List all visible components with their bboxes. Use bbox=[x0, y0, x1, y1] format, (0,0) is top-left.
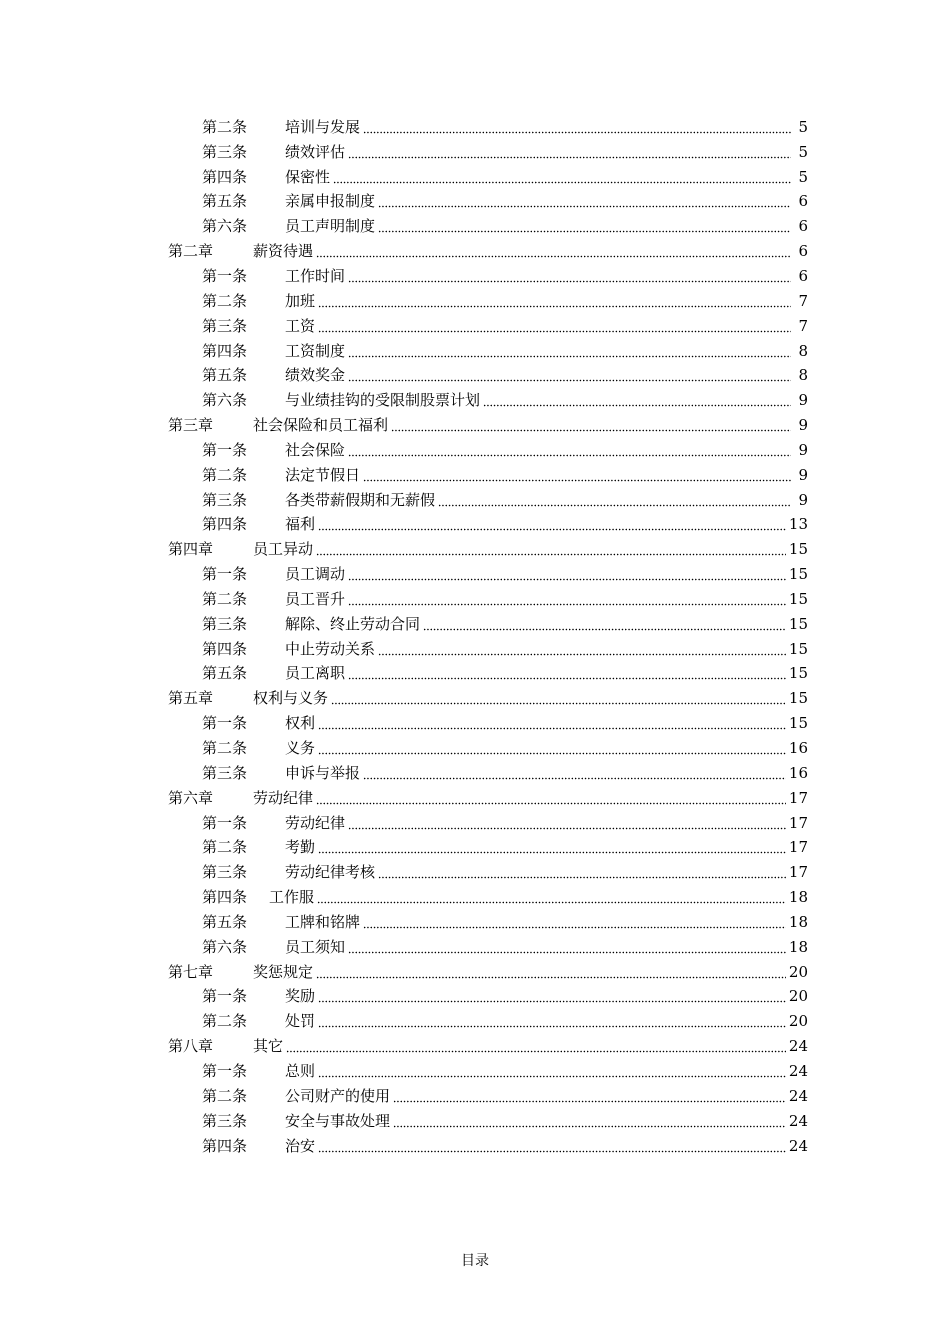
toc-entry-number: 第三条 bbox=[202, 863, 248, 882]
toc-article-row[interactable] bbox=[168, 363, 808, 388]
toc-entry-title: 员工声明制度 bbox=[285, 217, 376, 236]
toc-article-row[interactable] bbox=[168, 264, 808, 289]
toc-dot-leader bbox=[348, 156, 791, 159]
toc-article-row[interactable] bbox=[168, 612, 808, 637]
toc-entry-number: 第五条 bbox=[202, 366, 248, 385]
toc-entry-number: 第三条 bbox=[202, 1111, 248, 1130]
toc-page-number: 5 bbox=[798, 167, 808, 186]
toc-entry-number: 第四章 bbox=[168, 540, 214, 559]
toc-article-row[interactable] bbox=[168, 985, 808, 1010]
toc-page-number: 17 bbox=[788, 813, 808, 832]
toc-entry-title: 工牌和铭牌 bbox=[285, 912, 361, 931]
toc-entry-number: 第一条 bbox=[202, 440, 248, 459]
toc-entry-number: 第三条 bbox=[202, 614, 248, 633]
toc-dot-leader bbox=[348, 827, 786, 830]
toc-dot-leader bbox=[378, 230, 791, 233]
toc-dot-leader bbox=[483, 404, 791, 407]
toc-page-number: 20 bbox=[788, 987, 808, 1006]
toc-entry-number: 第二条 bbox=[202, 589, 248, 608]
toc-entry-number: 第三章 bbox=[168, 416, 214, 435]
toc-entry-number: 第六条 bbox=[202, 937, 248, 956]
toc-entry-number: 第四条 bbox=[202, 341, 248, 360]
toc-page-number: 7 bbox=[798, 316, 808, 335]
toc-chapter-row[interactable] bbox=[168, 960, 808, 985]
toc-article-row[interactable] bbox=[168, 140, 808, 165]
toc-entry-number: 第四条 bbox=[202, 167, 248, 186]
toc-entry-number: 第六条 bbox=[202, 391, 248, 410]
toc-entry-title: 奖励 bbox=[285, 987, 316, 1006]
toc-article-row[interactable] bbox=[168, 1109, 808, 1134]
toc-dot-leader bbox=[438, 504, 791, 507]
toc-page-number: 15 bbox=[788, 714, 808, 733]
toc-entry-number: 第一条 bbox=[202, 987, 248, 1006]
toc-article-row[interactable] bbox=[168, 711, 808, 736]
toc-entry-number: 第二条 bbox=[202, 117, 248, 136]
toc-article-row[interactable] bbox=[168, 860, 808, 885]
toc-article-row[interactable] bbox=[168, 587, 808, 612]
toc-dot-leader bbox=[318, 1150, 786, 1153]
toc-entry-title: 考勤 bbox=[285, 838, 316, 857]
toc-page-number: 15 bbox=[788, 664, 808, 683]
toc-entry-number: 第四条 bbox=[202, 1136, 248, 1155]
toc-page-number: 24 bbox=[788, 1111, 808, 1130]
table-of-contents bbox=[168, 115, 808, 1158]
toc-chapter-row[interactable] bbox=[168, 786, 808, 811]
toc-entry-title: 员工离职 bbox=[285, 664, 346, 683]
toc-dot-leader bbox=[318, 727, 786, 730]
toc-page-number: 20 bbox=[788, 1012, 808, 1031]
toc-dot-leader bbox=[318, 528, 786, 531]
toc-entry-title: 工资 bbox=[285, 316, 316, 335]
toc-entry-number: 第三条 bbox=[202, 316, 248, 335]
toc-entry-title: 绩效评估 bbox=[285, 142, 346, 161]
toc-chapter-row[interactable] bbox=[168, 537, 808, 562]
toc-entry-title: 劳动纪律 bbox=[285, 813, 346, 832]
toc-article-row[interactable] bbox=[168, 388, 808, 413]
toc-page-number: 24 bbox=[788, 1037, 808, 1056]
toc-page-number: 18 bbox=[788, 912, 808, 931]
toc-entry-title: 安全与事故处理 bbox=[285, 1111, 391, 1130]
toc-entry-title: 其它 bbox=[253, 1037, 284, 1056]
toc-page-number: 18 bbox=[788, 937, 808, 956]
toc-dot-leader bbox=[348, 578, 786, 581]
toc-page-number: 5 bbox=[798, 142, 808, 161]
toc-entry-number: 第二条 bbox=[202, 739, 248, 758]
toc-entry-number: 第六条 bbox=[202, 217, 248, 236]
toc-entry-title: 薪资待遇 bbox=[253, 242, 314, 261]
toc-dot-leader bbox=[318, 1000, 786, 1003]
toc-entry-title: 员工须知 bbox=[285, 937, 346, 956]
toc-article-row[interactable] bbox=[168, 1134, 808, 1159]
toc-entry-title: 员工晋升 bbox=[285, 589, 346, 608]
toc-article-row[interactable] bbox=[168, 314, 808, 339]
toc-page-number: 9 bbox=[798, 416, 808, 435]
toc-article-row[interactable] bbox=[168, 339, 808, 364]
toc-entry-title: 保密性 bbox=[285, 167, 331, 186]
toc-page-number: 8 bbox=[798, 366, 808, 385]
toc-page-number: 15 bbox=[788, 614, 808, 633]
toc-entry-number: 第一条 bbox=[202, 565, 248, 584]
toc-article-row[interactable] bbox=[168, 761, 808, 786]
toc-entry-title: 工作服 bbox=[269, 888, 315, 907]
toc-entry-title: 福利 bbox=[285, 515, 316, 534]
toc-entry-title: 奖惩规定 bbox=[253, 962, 314, 981]
toc-entry-title: 亲属申报制度 bbox=[285, 192, 376, 211]
toc-page-number: 8 bbox=[798, 341, 808, 360]
toc-chapter-row[interactable] bbox=[168, 413, 808, 438]
toc-entry-number: 第三条 bbox=[202, 142, 248, 161]
toc-entry-number: 第五条 bbox=[202, 664, 248, 683]
toc-entry-title: 权利与义务 bbox=[253, 689, 329, 708]
toc-article-row[interactable] bbox=[168, 662, 808, 687]
toc-article-row[interactable] bbox=[168, 289, 808, 314]
toc-entry-number: 第五条 bbox=[202, 192, 248, 211]
toc-article-row[interactable] bbox=[168, 935, 808, 960]
toc-dot-leader bbox=[391, 429, 791, 432]
toc-article-row[interactable] bbox=[168, 438, 808, 463]
toc-dot-leader bbox=[316, 553, 786, 556]
toc-page-number: 9 bbox=[798, 391, 808, 410]
toc-entry-title: 劳动纪律 bbox=[253, 788, 314, 807]
toc-page-number: 15 bbox=[788, 565, 808, 584]
toc-entry-title: 中止劳动关系 bbox=[285, 639, 376, 658]
toc-entry-title: 工资制度 bbox=[285, 341, 346, 360]
toc-entry-number: 第八章 bbox=[168, 1037, 214, 1056]
toc-article-row[interactable] bbox=[168, 1059, 808, 1084]
toc-dot-leader bbox=[316, 255, 791, 258]
toc-entry-number: 第一条 bbox=[202, 813, 248, 832]
toc-page-number: 17 bbox=[788, 788, 808, 807]
toc-page-number: 17 bbox=[788, 863, 808, 882]
toc-page-number: 5 bbox=[798, 117, 808, 136]
toc-entry-number: 第二条 bbox=[202, 838, 248, 857]
toc-entry-number: 第二章 bbox=[168, 242, 214, 261]
toc-dot-leader bbox=[331, 702, 786, 705]
toc-page-number: 24 bbox=[788, 1061, 808, 1080]
toc-entry-number: 第五条 bbox=[202, 912, 248, 931]
toc-dot-leader bbox=[333, 181, 791, 184]
toc-entry-title: 处罚 bbox=[285, 1012, 316, 1031]
toc-article-row[interactable] bbox=[168, 885, 808, 910]
toc-article-row[interactable] bbox=[168, 736, 808, 761]
toc-dot-leader bbox=[378, 876, 786, 879]
toc-dot-leader bbox=[348, 379, 791, 382]
toc-page-number: 7 bbox=[798, 291, 808, 310]
toc-dot-leader bbox=[363, 479, 791, 482]
toc-dot-leader bbox=[348, 355, 791, 358]
toc-page-number: 6 bbox=[798, 242, 808, 261]
toc-entry-title: 法定节假日 bbox=[285, 465, 361, 484]
toc-entry-title: 社会保险和员工福利 bbox=[253, 416, 389, 435]
toc-page-number: 15 bbox=[788, 689, 808, 708]
toc-article-row[interactable] bbox=[168, 463, 808, 488]
toc-entry-title: 义务 bbox=[285, 739, 316, 758]
toc-entry-title: 申诉与举报 bbox=[285, 763, 361, 782]
toc-page-number: 18 bbox=[788, 888, 808, 907]
toc-article-row[interactable] bbox=[168, 165, 808, 190]
toc-dot-leader bbox=[318, 851, 786, 854]
toc-article-row[interactable] bbox=[168, 811, 808, 836]
toc-page-number: 15 bbox=[788, 540, 808, 559]
toc-entry-title: 社会保险 bbox=[285, 440, 346, 459]
toc-dot-leader bbox=[316, 976, 786, 979]
toc-page-number: 15 bbox=[788, 589, 808, 608]
toc-entry-number: 第三条 bbox=[202, 763, 248, 782]
toc-page-number: 15 bbox=[788, 639, 808, 658]
toc-page-number: 9 bbox=[798, 490, 808, 509]
toc-entry-title: 各类带薪假期和无薪假 bbox=[285, 490, 436, 509]
toc-entry-title: 权利 bbox=[285, 714, 316, 733]
toc-chapter-row[interactable] bbox=[168, 239, 808, 264]
toc-dot-leader bbox=[378, 205, 791, 208]
toc-page-number: 16 bbox=[788, 739, 808, 758]
toc-page-number: 20 bbox=[788, 962, 808, 981]
toc-dot-leader bbox=[318, 330, 791, 333]
toc-page-number: 6 bbox=[798, 217, 808, 236]
toc-page-number: 9 bbox=[798, 440, 808, 459]
toc-entry-title: 培训与发展 bbox=[285, 117, 361, 136]
toc-page-number: 13 bbox=[788, 515, 808, 534]
page-footer: 目录 bbox=[461, 1253, 489, 1269]
toc-dot-leader bbox=[363, 131, 791, 134]
toc-entry-number: 第一条 bbox=[202, 1061, 248, 1080]
toc-dot-leader bbox=[393, 1100, 786, 1103]
toc-dot-leader bbox=[363, 926, 786, 929]
toc-article-row[interactable] bbox=[168, 513, 808, 538]
toc-article-row[interactable] bbox=[168, 190, 808, 215]
toc-article-row[interactable] bbox=[168, 562, 808, 587]
toc-dot-leader bbox=[318, 1075, 786, 1078]
toc-entry-title: 绩效奖金 bbox=[285, 366, 346, 385]
toc-entry-number: 第四条 bbox=[202, 639, 248, 658]
toc-chapter-row[interactable] bbox=[168, 686, 808, 711]
toc-entry-number: 第二条 bbox=[202, 291, 248, 310]
toc-page-number: 9 bbox=[798, 465, 808, 484]
toc-page-number: 17 bbox=[788, 838, 808, 857]
toc-article-row[interactable] bbox=[168, 1009, 808, 1034]
toc-entry-number: 第二条 bbox=[202, 1086, 248, 1105]
toc-article-row[interactable] bbox=[168, 910, 808, 935]
toc-dot-leader bbox=[317, 901, 786, 904]
toc-entry-number: 第五章 bbox=[168, 689, 214, 708]
toc-entry-title: 总则 bbox=[285, 1061, 316, 1080]
toc-entry-title: 治安 bbox=[285, 1136, 316, 1155]
toc-entry-number: 第一条 bbox=[202, 266, 248, 285]
toc-entry-title: 加班 bbox=[285, 291, 316, 310]
toc-article-row[interactable] bbox=[168, 115, 808, 140]
toc-entry-number: 第六章 bbox=[168, 788, 214, 807]
toc-entry-title: 员工异动 bbox=[253, 540, 314, 559]
toc-dot-leader bbox=[318, 752, 786, 755]
toc-entry-number: 第二条 bbox=[202, 1012, 248, 1031]
toc-article-row[interactable] bbox=[168, 637, 808, 662]
toc-article-row[interactable] bbox=[168, 835, 808, 860]
toc-dot-leader bbox=[348, 280, 791, 283]
toc-entry-title: 工作时间 bbox=[285, 266, 346, 285]
toc-article-row[interactable] bbox=[168, 214, 808, 239]
toc-dot-leader bbox=[348, 951, 786, 954]
toc-entry-title: 与业绩挂钩的受限制股票计划 bbox=[285, 391, 481, 410]
toc-entry-title: 劳动纪律考核 bbox=[285, 863, 376, 882]
toc-entry-number: 第二条 bbox=[202, 465, 248, 484]
toc-page-number: 6 bbox=[798, 192, 808, 211]
toc-page-number: 24 bbox=[788, 1086, 808, 1105]
toc-article-row[interactable] bbox=[168, 1084, 808, 1109]
toc-chapter-row[interactable] bbox=[168, 1034, 808, 1059]
toc-page-number: 24 bbox=[788, 1136, 808, 1155]
toc-dot-leader bbox=[348, 454, 791, 457]
toc-entry-title: 员工调动 bbox=[285, 565, 346, 584]
toc-entry-number: 第一条 bbox=[202, 714, 248, 733]
toc-article-row[interactable] bbox=[168, 488, 808, 513]
toc-dot-leader bbox=[423, 628, 786, 631]
toc-dot-leader bbox=[378, 653, 786, 656]
toc-entry-number: 第七章 bbox=[168, 962, 214, 981]
toc-dot-leader bbox=[316, 802, 786, 805]
toc-page-number: 16 bbox=[788, 763, 808, 782]
toc-entry-number: 第三条 bbox=[202, 490, 248, 509]
toc-dot-leader bbox=[318, 305, 791, 308]
toc-dot-leader bbox=[393, 1125, 786, 1128]
toc-entry-title: 公司财产的使用 bbox=[285, 1086, 391, 1105]
toc-page-number: 6 bbox=[798, 266, 808, 285]
toc-entry-number: 第四条 bbox=[202, 515, 248, 534]
toc-dot-leader bbox=[348, 677, 786, 680]
toc-dot-leader bbox=[348, 603, 786, 606]
toc-dot-leader bbox=[286, 1050, 786, 1053]
toc-dot-leader bbox=[318, 1025, 786, 1028]
toc-entry-title: 解除、终止劳动合同 bbox=[285, 614, 421, 633]
toc-entry-number: 第四条 bbox=[202, 888, 248, 907]
toc-dot-leader bbox=[363, 777, 786, 780]
